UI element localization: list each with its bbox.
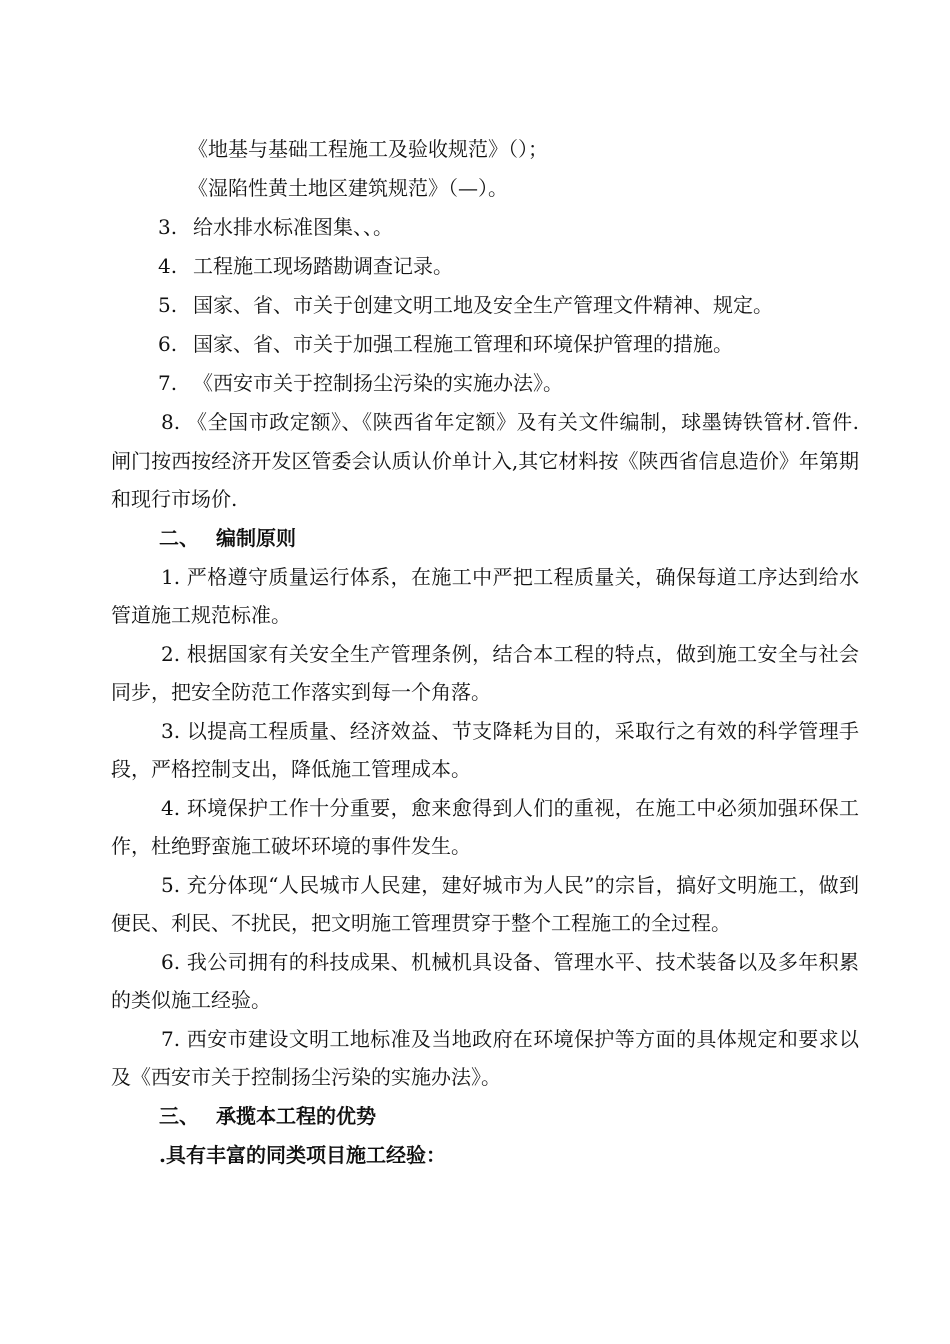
- section-heading-3: [111, 1097, 859, 1136]
- reference-loess-code: 《湿陷性黄土地区建筑规范》（—）。: [188, 176, 508, 200]
- principle-paragraph: 3. 以提高工程质量、经济效益、节支降耗为目的，采取行之有效的科学管理手段，严格控制支出，降低施工管理成本。: [111, 718, 859, 781]
- list-item: [111, 325, 859, 364]
- list-item-text: 国家、省、市关于创建文明工地及安全生产管理文件精神、规定。: [193, 293, 773, 317]
- list-item: [111, 286, 859, 325]
- reference-foundation-code: 《地基与基础工程施工及验收规范》（）；: [188, 137, 548, 161]
- section-number: 二、: [159, 525, 199, 550]
- section-title: 承揽本工程的优势: [216, 1103, 376, 1128]
- list-item-number: 3.: [158, 215, 178, 239]
- principle-paragraph: 4. 环境保护工作十分重要，愈来愈得到人们的重视，在施工中必须加强环保工作，杜绝野蛮施工破坏环境的事件发生。: [111, 795, 859, 858]
- document-body: [111, 130, 859, 1175]
- list-item-number: 5.: [158, 293, 178, 317]
- list-item-8-paragraph: 8. 《全国市政定额》、《陕西省年定额》及有关文件编制，球墨铸铁管材.管件.闸门按西按经济开发区管委会认质认价单计入,其它材料按《陕西省信息造价》年第期和现行市场价.: [111, 410, 859, 511]
- section-number: 三、: [159, 1103, 199, 1128]
- list-item: [111, 364, 859, 403]
- list-item-text: 国家、省、市关于加强工程施工管理和环境保护管理的措施。: [193, 332, 733, 356]
- principle-paragraph: 1. 严格遵守质量运行体系，在施工中严把工程质量关，确保每道工序达到给水管道施工规范标准。: [111, 564, 859, 627]
- list-item: [111, 247, 859, 286]
- list-item-number: 7.: [158, 371, 178, 395]
- principle-paragraph: 7. 西安市建设文明工地标准及当地政府在环境保护等方面的具体规定和要求以及《西安市关于控制扬尘污染的实施办法》。: [111, 1026, 859, 1089]
- principle-paragraph: 6. 我公司拥有的科技成果、机械机具设备、管理水平、技术装备以及多年积累的类似施工经验。: [111, 949, 859, 1012]
- list-item-text: 《西安市关于控制扬尘污染的实施办法》。: [193, 371, 563, 395]
- list-item: [111, 208, 859, 247]
- list-item-number: 6.: [158, 332, 178, 356]
- list-item-number: 4.: [158, 254, 178, 278]
- list-item-text: 工程施工现场踏勘调查记录。: [193, 254, 453, 278]
- section-title: 编制原则: [216, 525, 296, 550]
- subheading-experience: .具有丰富的同类项目施工经验：: [159, 1142, 446, 1167]
- principle-paragraph: 2. 根据国家有关安全生产管理条例，结合本工程的特点，做到施工安全与社会同步，把安全防范工作落实到每一个角落。: [111, 641, 859, 704]
- list-item-text: 给水排水标准图集、、。: [193, 215, 393, 239]
- section-heading-2: [111, 519, 859, 558]
- principle-paragraph: 5. 充分体现“人民城市人民建，建好城市为人民”的宗旨，搞好文明施工，做到便民、利民、不扰民，把文明施工管理贯穿于整个工程施工的全过程。: [111, 872, 859, 935]
